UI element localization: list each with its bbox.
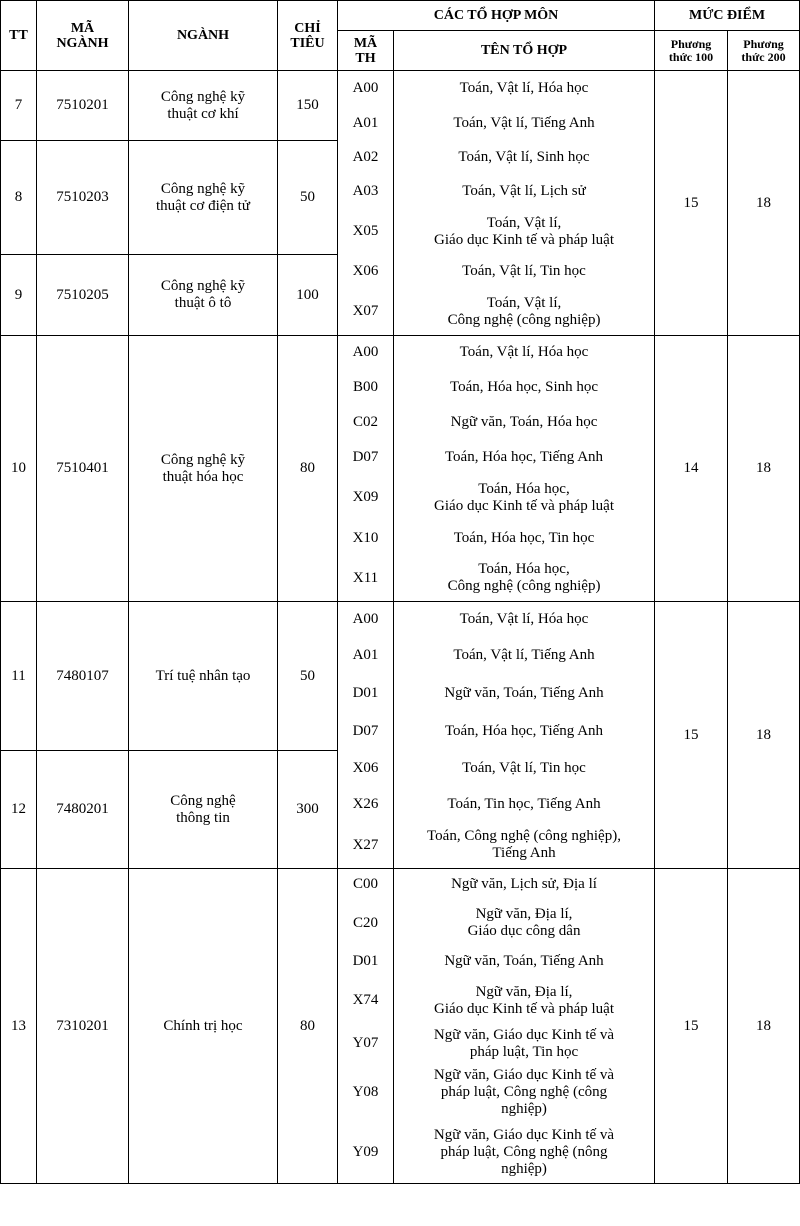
program-name-line: thông tin [176,809,230,826]
table-row [1,336,800,370]
combo-name [394,823,655,869]
combo-name-line: Toán, Vật lí, Hóa học [459,610,589,627]
combo-name-line: pháp luật, Công nghệ (nông [440,1143,608,1160]
combo-code: A00 [338,602,394,637]
program-name-line: thuật hóa học [162,468,244,485]
combo-name-line: Ngữ văn, Giáo dục Kinh tế và [433,1026,615,1043]
program-name-line: Chính trị học [163,1017,243,1034]
table-row [1,71,800,107]
combo-name [394,556,655,602]
combo-name-line: Toán, Vật lí, [486,294,562,311]
combo-name [394,370,655,405]
combo-code: A01 [338,107,394,141]
program-name-line: thuật cơ điện tử [156,197,250,214]
combo-code: D01 [338,674,394,713]
combo-name [394,405,655,440]
combo-name-line: Toán, Công nghệ (công nghiệp), [427,828,621,845]
program-tt: 12 [1,751,37,869]
program-name-line: Công nghệ [170,792,236,809]
combo-name-line: Giáo dục Kinh tế và pháp luật [434,497,614,514]
program-name [129,141,278,255]
header-pt100-line1: Phương [670,36,712,51]
combo-name-line: Toán, Hóa học, [478,480,570,497]
combo-name-line: Ngữ văn, Toán, Hóa học [450,413,598,430]
combo-name-line: nghiệp) [501,1101,547,1117]
combo-code: A00 [338,71,394,107]
header-chi-tieu-line1: CHỈ [294,20,321,36]
combo-name [394,255,655,289]
combo-name-line: Giáo dục Kinh tế và pháp luật [434,231,614,248]
combo-name [394,674,655,713]
combo-name-line: Giáo dục công dân [467,923,581,939]
combo-code: D01 [338,946,394,978]
combo-name-line: Toán, Vật lí, Hóa học [459,80,589,97]
header-phuong-thuc-100 [655,31,728,71]
program-name [129,869,278,1184]
combo-name [394,71,655,107]
combo-code: Y09 [338,1122,394,1184]
combo-code: B00 [338,370,394,405]
program-name-line: Công nghệ kỹ [160,278,246,294]
program-name-line: Trí tuệ nhân tạo [155,667,251,684]
combo-code: D07 [338,440,394,475]
program-quota: 100 [278,255,338,336]
program-name-line: Công nghệ kỹ [160,180,246,197]
header-ma-nganh-line1: MÃ [70,20,95,36]
score-method-200: 18 [728,336,800,602]
combo-code: C02 [338,405,394,440]
combo-code: X10 [338,521,394,556]
combo-code: A02 [338,141,394,175]
combo-name [394,209,655,255]
combo-name-line: Công nghệ (công nghiệp) [447,578,601,595]
combo-code: X06 [338,751,394,786]
combo-name [394,602,655,637]
combo-name-line: Toán, Vật lí, Hóa học [459,344,589,361]
header-ma-th-line2: TH [355,50,376,66]
combo-name [394,1064,655,1122]
combo-code: Y08 [338,1064,394,1122]
combo-name [394,440,655,475]
program-code: 7480107 [37,602,129,751]
header-ma-th-line1: MÃ [353,35,378,51]
program-tt: 8 [1,141,37,255]
combo-name-line: Toán, Vật lí, Tin học [462,759,586,776]
combo-code: A00 [338,336,394,370]
program-tt: 11 [1,602,37,751]
header-muc-diem: MỨC ĐIỂM [655,1,800,31]
combo-code: X74 [338,978,394,1024]
combo-name-line: Toán, Hóa học, Sinh học [449,378,599,395]
combo-code: X11 [338,556,394,602]
combo-code: A01 [338,637,394,674]
combo-name [394,786,655,823]
combo-name-line: Ngữ văn, Địa lí, [475,906,573,922]
combo-name [394,713,655,751]
header-cac-to-hop: CÁC TỔ HỢP MÔN [338,1,655,31]
program-code: 7510201 [37,71,129,141]
program-tt: 10 [1,336,37,602]
combo-name-line: Toán, Vật lí, Tin học [462,263,586,279]
combo-code: X05 [338,209,394,255]
combo-name [394,751,655,786]
combo-name-line: pháp luật, Tin học [469,1043,579,1060]
table-row [1,602,800,637]
program-name-line: thuật ô tô [174,295,232,311]
combo-name [394,141,655,175]
combo-code: D07 [338,713,394,751]
program-quota: 50 [278,602,338,751]
combo-name-line: Giáo dục Kinh tế và pháp luật [434,1000,614,1017]
combo-name-line: Toán, Hóa học, Tiếng Anh [444,723,604,739]
score-method-200: 18 [728,71,800,336]
program-quota: 50 [278,141,338,255]
header-ten-to-hop: TÊN TỔ HỢP [394,31,655,71]
header-ma-nganh-line2: NGÀNH [56,35,109,51]
program-quota: 80 [278,336,338,602]
combo-name [394,175,655,209]
combo-name-line: Tiếng Anh [492,845,556,862]
combo-name [394,1024,655,1064]
header-chi-tieu-line2: TIÊU [290,35,325,51]
combo-name-line: Ngữ văn, Địa lí, [475,983,573,1000]
combo-code: C00 [338,869,394,901]
program-tt: 9 [1,255,37,336]
header-ma-nganh [37,1,129,71]
score-method-100: 15 [655,71,728,336]
combo-name-line: Toán, Hóa học, Tiếng Anh [444,448,604,465]
program-tt: 13 [1,869,37,1184]
program-quota: 300 [278,751,338,869]
combo-code: X27 [338,823,394,869]
combo-code: C20 [338,901,394,946]
combo-name-line: Ngữ văn, Lịch sử, Địa lí [451,876,597,893]
program-code: 7480201 [37,751,129,869]
program-code: 7510203 [37,141,129,255]
combo-name-line: Toán, Vật lí, Lịch sử [462,183,586,199]
combo-code: X07 [338,289,394,336]
combo-name [394,289,655,336]
combo-name-line: Ngữ văn, Toán, Tiếng Anh [444,953,604,969]
program-tt: 7 [1,71,37,141]
program-name-line: Công nghệ kỹ [160,451,246,468]
combo-name [394,521,655,556]
combo-name-line: Toán, Vật lí, Tiếng Anh [453,646,595,663]
combo-name [394,475,655,521]
header-ma-th [338,31,394,71]
combo-name [394,1122,655,1184]
combo-name [394,978,655,1024]
header-nganh: NGÀNH [129,1,278,71]
table-row [1,869,800,901]
combo-name [394,637,655,674]
combo-name-line: nghiệp) [501,1160,547,1177]
combo-code: Y07 [338,1024,394,1064]
score-method-100: 14 [655,336,728,602]
program-quota: 80 [278,869,338,1184]
table-body [1,71,800,1184]
program-name [129,602,278,751]
combo-name-line: Ngữ văn, Toán, Tiếng Anh [444,684,604,701]
combo-name [394,869,655,901]
program-name [129,255,278,336]
combo-code: X26 [338,786,394,823]
program-code: 7510401 [37,336,129,602]
header-pt100-line2: thức 100 [668,49,714,64]
combo-name-line: pháp luật, Công nghệ (công [440,1084,608,1100]
combo-name [394,107,655,141]
combo-name [394,946,655,978]
header-tt: TT [1,1,37,71]
combo-name-line: Ngữ văn, Giáo dục Kinh tế và [433,1067,615,1083]
program-name [129,751,278,869]
combo-code: X09 [338,475,394,521]
combo-name-line: Toán, Vật lí, Sinh học [458,149,590,165]
program-name-line: Công nghệ kỹ [160,88,246,105]
combo-name [394,336,655,370]
combo-name [394,901,655,946]
header-chi-tieu [278,1,338,71]
program-quota: 150 [278,71,338,141]
program-code: 7510205 [37,255,129,336]
combo-name-line: Công nghệ (công nghiệp) [447,311,601,328]
combo-name-line: Toán, Tin học, Tiếng Anh [447,795,601,812]
combo-name-line: Toán, Vật lí, Tiếng Anh [453,115,595,131]
score-method-200: 18 [728,869,800,1184]
program-name [129,336,278,602]
header-pt200-line1: Phương [743,36,784,51]
combo-name-line: Toán, Hóa học, Tin học [453,529,595,546]
program-name [129,71,278,141]
program-code: 7310201 [37,869,129,1184]
header-phuong-thuc-200 [728,31,800,71]
combo-name-line: Toán, Vật lí, [486,214,562,231]
score-method-200: 18 [728,602,800,869]
score-method-100: 15 [655,869,728,1184]
combo-code: A03 [338,175,394,209]
combo-code: X06 [338,255,394,289]
header-pt200-line2: thức 200 [741,49,786,64]
score-method-100: 15 [655,602,728,869]
combo-name-line: Ngữ văn, Giáo dục Kinh tế và [433,1126,615,1143]
program-name-line: thuật cơ khí [167,105,239,122]
combo-name-line: Toán, Hóa học, [478,561,570,578]
